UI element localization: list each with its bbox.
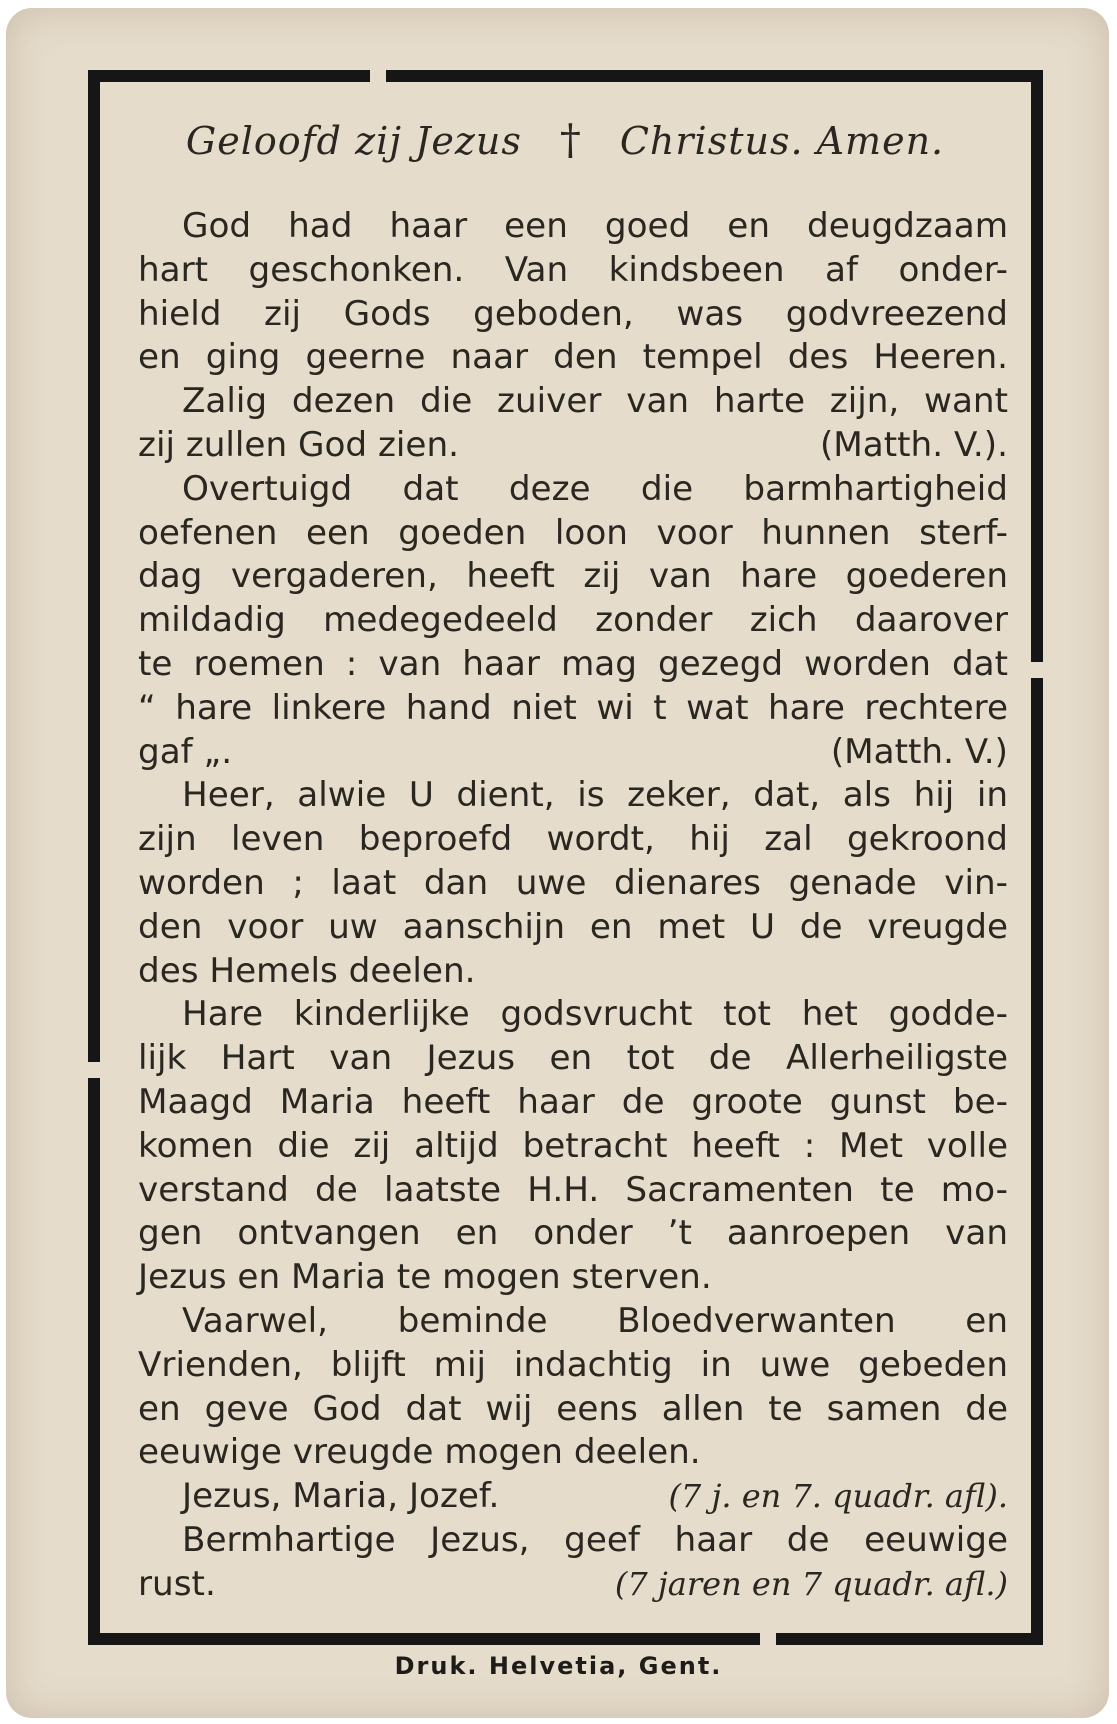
indulgence-note: (7 jaren en 7 quadr. afl.) [614,1564,1008,1603]
line-text: rust. [138,1563,216,1604]
text-line: “ hare linkere hand niet wi t wat hare rechtere [138,687,1008,728]
border-gap [760,1633,776,1645]
line-text: zij zullen God zien. [138,424,459,465]
text-line: hart geschonken. Van kindsbeen af onder- [138,249,1008,290]
text-line: mildadig medegedeeld zonder zich daarover [138,600,1008,641]
text-line: Vrienden, blijft mij indachtig in uwe gebeden [138,1344,1008,1385]
text-line: Vaarwel, beminde Bloedverwanten en [182,1300,1008,1341]
text-line [138,1475,1008,1519]
text-line: komen die zij altijd betracht heeft : Met volle [138,1125,1008,1166]
text-line: Bermhartige Jezus, geef haar de eeuwige [182,1519,1008,1560]
border-gap [370,70,386,82]
text-line: oefenen een goeden loon voor hunnen sterf- [138,512,1008,553]
text-line: Hare kinderlijke godsvrucht tot het godde- [182,994,1008,1035]
text-line: Jezus en Maria te mogen sterven. [138,1257,712,1298]
text-line: Overtuigd dat deze die barmhartigheid [182,468,1008,509]
heading-left: Geloofd zij Jezus [185,119,522,163]
text-line [138,731,1008,775]
text-line: verstand de laatste H.H. Sacramenten te mo- [138,1169,1008,1210]
text-line: te roemen : van haar mag gezegd worden dat [138,643,1008,684]
text-line: God had haar een goed en deugdzaam [182,206,1008,246]
text-line: worden ; laat dan uwe dienares genade vin- [138,862,1008,903]
text-line: lijk Hart van Jezus en tot de Allerheiligste [138,1038,1008,1079]
text-line: Maagd Maria heeft haar de groote gunst be- [138,1081,1008,1122]
text-line: Heer, alwie U dient, is zeker, dat, als hij in [182,775,1008,816]
text-line [138,1563,1008,1607]
text-line: eeuwige vreugde mogen deelen. [138,1432,701,1473]
text-line: hield zij Gods geboden, was godvreezend [138,293,1008,334]
border-gap [88,1062,100,1078]
text-line: en ging geerne naar den tempel des Heeren. [138,337,1008,378]
scripture-reference: (Matth. V.) [830,731,1008,772]
text-line: des Hemels deelen. [138,950,476,991]
indulgence-note: (7 j. en 7. quadr. afl). [668,1477,1008,1516]
text-line: zijn leven beproefd wordt, hij zal gekroond [138,819,1008,860]
card-heading [100,115,1030,164]
text-line: den voor uw aanschijn en met U de vreugde [138,906,1008,947]
cross-icon: † [559,115,582,164]
printer-imprint: Druk. Helvetia, Gent. [394,1652,723,1680]
text-line: gen ontvangen en onder ’t aanroepen van [138,1213,1008,1254]
text-line: dag vergaderen, heeft zij van hare goederen [138,556,1008,597]
prayer-text [138,205,1008,1607]
text-line: en geve God dat wij eens allen te samen de [138,1388,1008,1429]
line-text: gaf „. [138,731,233,772]
heading-right: Christus. Amen. [619,119,945,163]
scripture-reference: (Matth. V.). [819,424,1008,465]
text-line [138,424,1008,468]
border-gap [1031,662,1043,678]
line-text: Jezus, Maria, Jozef. [182,1476,500,1517]
text-line: Zalig dezen die zuiver van harte zijn, want [182,381,1008,422]
